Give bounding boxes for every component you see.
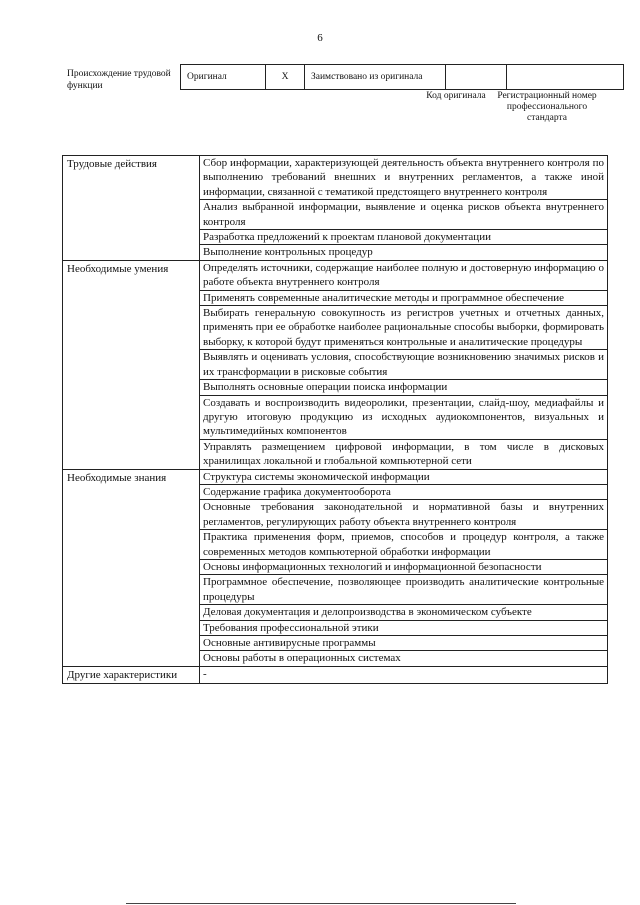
item-text: Сбор информации, характеризующей деятельность объекта внутреннего контроля по выполнению требований внешних и внутренних регламентов, а также иной информации, связанной с тематикой предстоящего внутреннего контроля bbox=[200, 156, 608, 200]
origin-table bbox=[180, 64, 624, 90]
item-text: Разработка предложений к проектам плановой документации bbox=[200, 230, 608, 245]
item-text: Анализ выбранной информации, выявление и оценка рисков объекта внутреннего контроля bbox=[200, 200, 608, 230]
item-text: Основы информационных технологий и информационной безопасности bbox=[200, 559, 608, 574]
original-mark: X bbox=[266, 65, 305, 90]
function-table bbox=[62, 155, 608, 684]
table-row bbox=[63, 469, 608, 484]
reg-number-cell bbox=[507, 65, 624, 90]
item-text: Требования профессиональной этики bbox=[200, 620, 608, 635]
item-text: Выполнять основные операции поиска информации bbox=[200, 380, 608, 395]
item-text: Создавать и воспроизводить видеоролики, презентации, слайд-шоу, медиафайлы и другую итоговую продукцию из исходных аудиокомпонентов, визуальных и мультимедийных компонентов bbox=[200, 395, 608, 439]
category-label: Необходимые знания bbox=[63, 469, 200, 666]
bottom-divider bbox=[126, 903, 516, 904]
table-row bbox=[63, 666, 608, 683]
item-text: Содержание графика документооборота bbox=[200, 484, 608, 499]
item-text: Основные антивирусные программы bbox=[200, 636, 608, 651]
item-text: Определять источники, содержащие наиболее полную и достоверную информацию о работе объекта внутреннего контроля bbox=[200, 260, 608, 290]
borrowed-cell: Заимствовано из оригинала bbox=[305, 65, 446, 90]
item-text: Выявлять и оценивать условия, способствующие возникновению значимых рисков и их трансформации в рисковые события bbox=[200, 350, 608, 380]
item-text: Основные требования законодательной и нормативной базы и внутренних регламентов, регулирующих работу объекта внутреннего контроля bbox=[200, 500, 608, 530]
item-text: - bbox=[200, 666, 608, 683]
item-text: Выбирать генеральную совокупность из регистров учетных и отчетных данных, применять при ее обработке наиболее рациональные способы выборки, формировать выборку, к которой будут применяться контрольные и аналитические процедуры bbox=[200, 306, 608, 350]
item-text: Программное обеспечение, позволяющее производить аналитические контрольные процедуры bbox=[200, 575, 608, 605]
item-text: Выполнение контрольных процедур bbox=[200, 245, 608, 260]
category-label: Трудовые действия bbox=[63, 156, 200, 261]
function-table-body bbox=[63, 156, 608, 684]
item-text: Управлять размещением цифровой информации, в том числе в дисковых хранилищах локальной и глобальной компьютерной сети bbox=[200, 439, 608, 469]
page-number: 6 bbox=[317, 32, 323, 44]
item-text: Применять современные аналитические методы и программное обеспечение bbox=[200, 290, 608, 305]
code-cell bbox=[446, 65, 507, 90]
original-cell: Оригинал bbox=[181, 65, 266, 90]
item-text: Деловая документация и делопроизводства в экономическом субъекте bbox=[200, 605, 608, 620]
item-text: Практика применения форм, приемов, способов и процедур контроля, а также современных методов компьютерной обработки информации bbox=[200, 530, 608, 560]
table-row bbox=[63, 156, 608, 200]
item-text: Основы работы в операционных системах bbox=[200, 651, 608, 666]
item-text: Структура системы экономической информации bbox=[200, 469, 608, 484]
table-row bbox=[63, 260, 608, 290]
category-label: Необходимые умения bbox=[63, 260, 200, 469]
origin-label: Происхождение трудовой функции bbox=[67, 69, 171, 91]
category-label: Другие характеристики bbox=[63, 666, 200, 683]
code-caption: Код оригинала bbox=[426, 91, 486, 101]
reg-caption: Регистрационный номер профессионального стандарта bbox=[497, 91, 597, 123]
